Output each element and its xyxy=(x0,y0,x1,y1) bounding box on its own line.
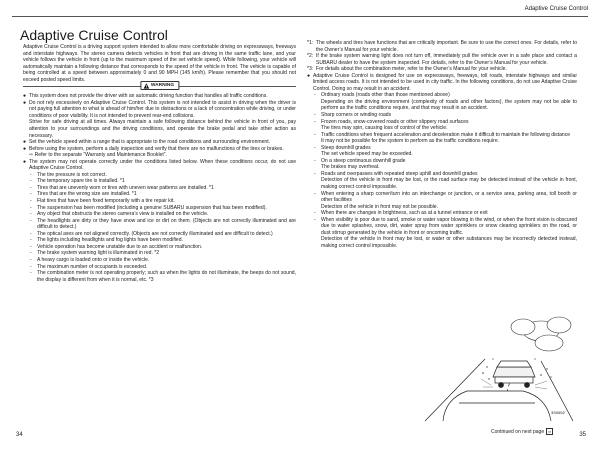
dash-mark: - xyxy=(30,171,32,178)
figure-code: 3S0652 xyxy=(551,410,565,415)
condition-text: The combination meter is not operating properly; such as when the lights do not illuminate, the beeps do not sound, the display is different from when it is normal, etc. *3 xyxy=(37,270,296,283)
page-title: Adaptive Cruise Control xyxy=(20,27,168,43)
warning-text-5: The system may not operate correctly under the conditions listed below. When these conditions occur, do not use Adaptive Cruise Control. xyxy=(29,158,296,172)
page-number-left: 34 xyxy=(16,432,23,438)
dash-mark: - xyxy=(314,190,316,197)
right-column xyxy=(307,40,577,250)
dash-mark: - xyxy=(30,198,32,205)
road-condition-detail: The tires may spin, causing loss of control of the vehicle. xyxy=(321,125,448,132)
warning-text-2: Do not rely excessively on Adaptive Cruise Control. This system is not intended to assist in driving when the driver is not paying full attention to what is ahead of him/her due to distractions or a lack of concentration while driving, or under conditions of poor visibility. It is not intended to prevent rear-end collisions. xyxy=(29,99,296,119)
road-condition-heading: Roads and overpasses with repeated steep uphill and downhill grades xyxy=(321,170,478,177)
dash-mark: - xyxy=(30,270,32,277)
dash-mark: - xyxy=(314,92,316,99)
dash-mark: - xyxy=(30,243,32,250)
dash-mark: - xyxy=(314,170,316,177)
continued-note xyxy=(491,428,553,435)
intro-paragraph: Adaptive Cruise Control is a driving support system intended to allow more comfortable driving on expressways, freeways and interstate highways. The stereo camera detects vehicles in front that are driving in the same traffic lane, and your vehicle follows the vehicle in front (up to the maximum speed of the set vehicle speed). While following, your vehicle will automatically maintain a following distance that corresponds to the speed of the vehicle in front. The vehicle is capable of being controlled at a speed between approximately 0 and 90 MPH (145 km/h). Please remember that you should not exceed posted speed limits. xyxy=(23,44,296,83)
road-condition-detail: Detection of the vehicle in front may be lost, or the road surface may be detected instead of the vehicle in front, making correct control impossible. xyxy=(321,177,577,191)
bullet-mark: ● xyxy=(23,139,27,146)
road-condition-heading: On a steep continuous downhill grade xyxy=(321,157,406,164)
road-condition-heading: Ordinary roads (roads other than those mentioned above) xyxy=(321,92,450,99)
left-column xyxy=(23,44,296,283)
bullet-mark: ● xyxy=(23,93,27,100)
bullet-mark: ● xyxy=(23,158,27,165)
road-condition-list xyxy=(307,92,577,249)
condition-item xyxy=(23,270,296,283)
warning-text-2-continued: Strive for safe driving at all times. Always maintain a safe following distance behind the vehicle in front of you, pay attention to your surroundings and the driving conditions, and operate the brake pedal and take other action as necessary. xyxy=(29,119,296,139)
dash-mark: - xyxy=(314,210,316,217)
road-condition-heading: When there are changes in brightness, such as at a tunnel entrance or exit xyxy=(321,210,488,217)
condition-text: The suspension has been modified (including a genuine SUBARU suspension that has been modified). xyxy=(37,204,267,211)
warning-divider xyxy=(23,83,296,89)
footnote-mark: *3: xyxy=(307,66,314,73)
warning-bullet xyxy=(23,146,296,153)
dash-mark: - xyxy=(314,118,316,125)
bullet-mark: ● xyxy=(23,99,27,106)
continued-text: Continued on next page xyxy=(491,428,545,435)
condition-text: A heavy cargo is loaded onto or inside the vehicle. xyxy=(37,256,150,263)
condition-text: Flat tires that have been fixed temporarily with a tire repair kit. xyxy=(37,198,175,205)
road-condition-item xyxy=(307,171,577,178)
dash-mark: - xyxy=(30,217,32,224)
dash-mark: - xyxy=(30,184,32,191)
road-condition-heading: Sharp corners or winding roads xyxy=(321,112,392,119)
road-condition-item xyxy=(307,191,577,204)
next-page-arrow-icon: ⇨ xyxy=(547,429,552,434)
dash-mark: - xyxy=(30,178,32,185)
bullet-mark: ● xyxy=(23,145,27,152)
road-condition-item xyxy=(307,158,577,165)
warning-triangle-icon xyxy=(143,83,149,89)
condition-text: Any object that obstructs the stereo camera’s view is installed on the vehicle. xyxy=(37,211,209,218)
dash-mark: - xyxy=(314,144,316,151)
footnote-mark: *1: xyxy=(307,40,314,46)
warning-bullet xyxy=(23,100,296,120)
warning-text-1: This system does not provide the driver with an automatic driving function that handles all traffic conditions. xyxy=(29,93,268,100)
road-condition-item xyxy=(307,92,577,99)
footnote-list xyxy=(307,40,577,73)
road-condition-heading: Frozen roads, snow-covered roads or other slippery road surfaces xyxy=(321,118,469,125)
condition-text: The headlights are dirty or they have snow and ice or dirt on them. (Objects are not correctly illuminated and are difficult to detect.) xyxy=(37,217,296,231)
dash-mark: - xyxy=(314,157,316,164)
road-condition-heading: Traffic conditions when frequent acceleration and deceleration make it difficult to maintain the following distance xyxy=(321,131,571,138)
warning-bullet xyxy=(23,159,296,172)
dash-mark: - xyxy=(314,131,316,138)
road-condition-detail: Depending on the driving environment (complexity of roads and other factors), the system may not be able to perform as the traffic conditions require, and that may result in an accident. xyxy=(321,98,577,112)
right-bullet xyxy=(307,73,577,93)
dash-mark: - xyxy=(30,237,32,244)
road-condition-detail: The set vehicle speed may be exceeded. xyxy=(321,151,413,158)
dash-mark: - xyxy=(30,204,32,211)
road-condition-item xyxy=(307,217,577,237)
condition-text: The brake system warning light is illuminated in red. *2 xyxy=(37,250,160,257)
footnote-text: For details about the combination meter, refer to the Owner’s Manual for your vehicle. xyxy=(316,66,507,73)
maintenance-booklet-reference: ⇨ Refer to the separate “Warranty and Maintenance Booklet”. xyxy=(29,152,167,159)
condition-text: The lights including headlights and fog lights have been modified. xyxy=(37,237,183,244)
road-condition-detail: Detection of the vehicle in front may not be possible. xyxy=(321,203,438,210)
condition-text: The maximum number of occupants is exceeded. xyxy=(37,263,148,270)
footnote-text: The wheels and tires have functions that are critically important. Be sure to use the correct ones. For details, refer to the Owner’s Manual for your vehicle. xyxy=(316,40,577,53)
condition-text: Tires that are the wrong size are installed. *1 xyxy=(37,191,137,198)
dash-mark: - xyxy=(30,256,32,263)
bullet-mark: ● xyxy=(307,72,311,79)
footnote xyxy=(307,40,577,53)
dash-mark: - xyxy=(30,211,32,218)
footnote-mark: *2: xyxy=(307,53,314,60)
dash-mark: - xyxy=(314,216,316,223)
running-header: Adaptive Cruise Control xyxy=(524,6,588,12)
condition-text: The tire pressure is not correct. xyxy=(37,171,107,178)
road-condition-detail: The brakes may overheat. xyxy=(321,164,380,171)
road-condition-item xyxy=(307,119,577,126)
page-number-right: 35 xyxy=(579,432,586,438)
road-condition-detail: It may not be possible for the system to perform as the traffic conditions require. xyxy=(321,138,500,145)
condition-text: The temporary spare tire is installed. *1 xyxy=(37,178,125,185)
dash-mark: - xyxy=(30,230,32,237)
dash-mark: - xyxy=(314,112,316,119)
footnote-text: If the brake system warning light does not turn off, immediately pull the vehicle over in a safe place and contact a SUBARU dealer to have the system inspected. For details, refer to the Owner’s Manual for your vehicle. xyxy=(316,53,577,66)
warning-badge xyxy=(140,81,179,90)
rain-splash-illustration xyxy=(423,303,575,423)
warning-body xyxy=(23,93,296,283)
road-condition-detail: Detection of the vehicle in front may be lost, or water or other substances may be incorrectly detected instead, making correct control impossible. xyxy=(321,236,577,249)
condition-list xyxy=(23,172,296,283)
road-condition-heading: When entering a sharp corner/turn into an interchange or junction, or a service area, parking area, toll booth or other facilities xyxy=(321,190,577,204)
condition-item xyxy=(23,218,296,231)
footnote xyxy=(307,53,577,66)
header-rule xyxy=(12,16,588,17)
condition-text: The optical axes are not aligned correctly. (Objects are not correctly illuminated and are difficult to detect.) xyxy=(37,230,273,237)
dash-mark: - xyxy=(30,263,32,270)
warning-label: WARNING xyxy=(150,83,175,89)
road-condition-heading: When visibility is poor due to sand, smoke or water vapor blowing in the wind, or when the front vision is obscured due to water splashes, snow, dirt, water spray from water sprinklers or snow clearing sprinklers on the road, or dust stirrup generated by the vehicle in front or oncoming traffic. xyxy=(321,216,577,236)
right-bullet-text: Adaptive Cruise Control is designed for use on expressways, freeways, toll roads, interstate highways and similar limited access roads. It is not intended to be used in city traffic. In the following conditions, do not use Adaptive Cruise Control. Doing so may result in an accident. xyxy=(313,72,577,92)
road-condition-item xyxy=(307,145,577,152)
warning-text-4: Before using the system, perform a daily inspection and verify that there are no malfunctions of the tires or brakes. xyxy=(29,145,284,152)
warning-text-3: Set the vehicle speed within a range that is appropriate to the road conditions and surrounding environment. xyxy=(29,139,271,146)
condition-text: Vehicle operation has become unstable due to an accident or malfunction. xyxy=(37,243,203,250)
dash-mark: - xyxy=(30,191,32,198)
road-condition-heading: Steep downhill grades xyxy=(321,144,371,151)
condition-text: Tires that are unevenly worn or tires with uneven wear patterns are installed. *1 xyxy=(37,184,214,191)
road-condition-item xyxy=(307,132,577,139)
dash-mark: - xyxy=(30,250,32,257)
